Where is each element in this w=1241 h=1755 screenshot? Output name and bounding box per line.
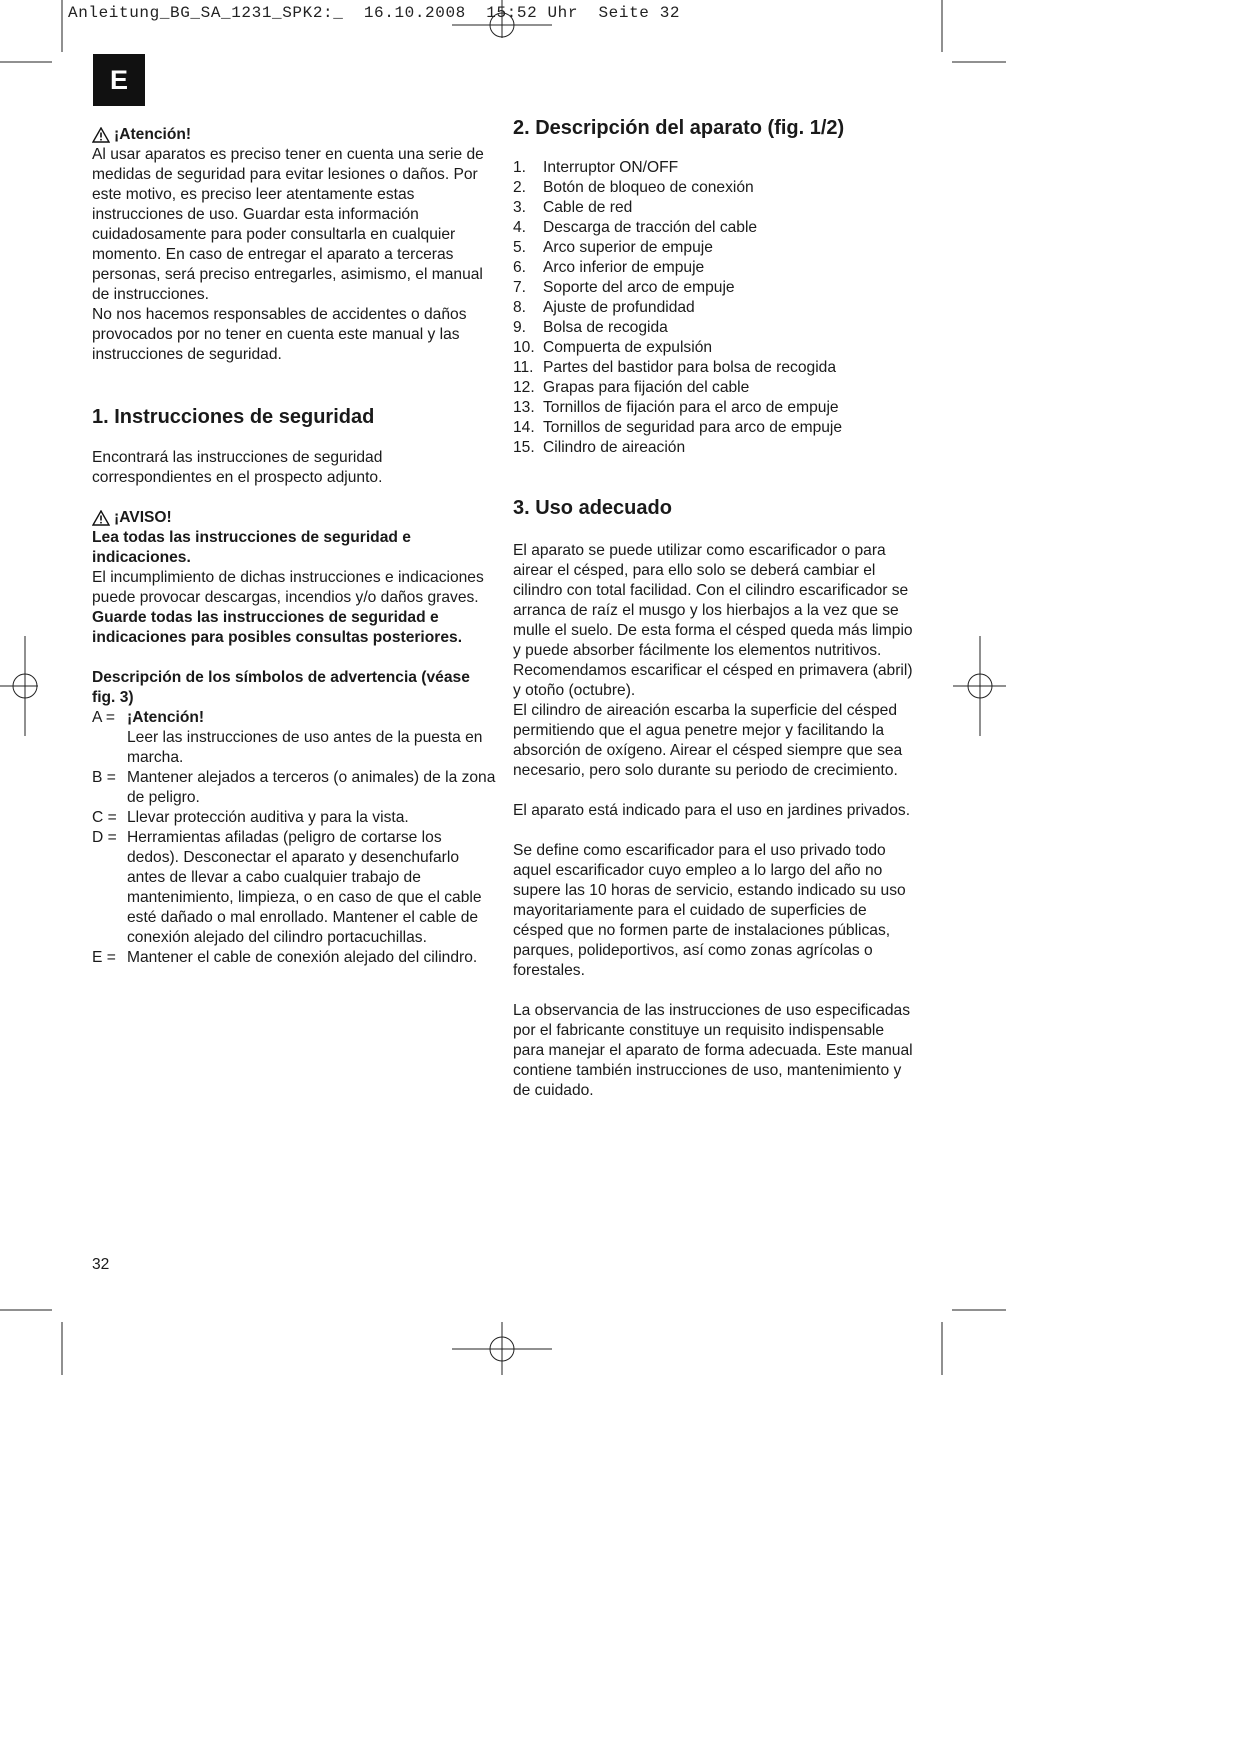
list-item: 9. Bolsa de recogida bbox=[513, 319, 668, 336]
symbol-text: Herramientas afiladas (peligro de cortarse los dedos). Desconectar el aparato y desenchufarlo antes de llevar a cabo cualquier trabajo de mantenimiento, limpieza, o en caso de que el cable esté dañado o mal enrollado. Mantener el cable de conexión alejado del cilindro portacuchillas. bbox=[127, 829, 482, 946]
symbol-key: A = bbox=[92, 709, 115, 726]
list-item: 13. Tornillos de fijación para el arco de empuje bbox=[513, 399, 839, 416]
list-item: 2. Botón de bloqueo de conexión bbox=[513, 179, 754, 196]
aviso-heading bbox=[92, 508, 497, 528]
symbol-text: Mantener alejados a terceros (o animales) de la zona de peligro. bbox=[127, 769, 496, 806]
list-item: 7. Soporte del arco de empuje bbox=[513, 279, 735, 296]
left-column bbox=[92, 125, 497, 968]
symbol-key: B = bbox=[92, 769, 116, 786]
symbol-title: ¡Atención! bbox=[127, 709, 205, 726]
symbol-item bbox=[92, 708, 497, 768]
attention-text-2: No nos hacemos responsables de accidentes o daños provocados por no tener en cuenta este manual y las instrucciones de seguridad. bbox=[92, 306, 467, 363]
aviso-title: ¡AVISO! bbox=[114, 509, 172, 526]
language-tab: E bbox=[93, 54, 145, 106]
list-item: 3. Cable de red bbox=[513, 199, 633, 216]
warning-triangle-icon bbox=[92, 127, 110, 143]
list-item: 11. Partes del bastidor para bolsa de recogida bbox=[513, 359, 836, 376]
symbol-text: Leer las instrucciones de uso antes de la puesta en marcha. bbox=[127, 729, 483, 766]
symbol-key: E = bbox=[92, 949, 116, 966]
symbol-key: D = bbox=[92, 829, 117, 846]
symbol-key: C = bbox=[92, 809, 117, 826]
print-slug: Anleitung_BG_SA_1231_SPK2:_ 16.10.2008 15:52 Uhr Seite 32 bbox=[68, 4, 681, 22]
use-paragraph-3: Se define como escarificador para el uso privado todo aquel escarificador cuyo empleo a lo largo del año no supere las 10 horas de servicio, estando indicado su uso mayoritariamente para el cuidado de superficies de césped que no formen parte de instalaciones públicas, parques, polideportivos, así como zonas agrícolas o forestales. bbox=[513, 842, 906, 979]
aviso-text: El incumplimiento de dichas instrucciones e indicaciones puede provocar descargas, incendios y/o daños graves. bbox=[92, 569, 484, 606]
symbol-item bbox=[92, 768, 497, 808]
list-item: 12. Grapas para fijación del cable bbox=[513, 379, 750, 396]
symbol-item bbox=[92, 828, 497, 948]
use-paragraph-2: El aparato está indicado para el uso en jardines privados. bbox=[513, 802, 911, 819]
attention-text: Al usar aparatos es preciso tener en cuenta una serie de medidas de seguridad para evitar lesiones o daños. Por este motivo, es preciso leer atentamente estas instrucciones de uso. Guardar esta información cuidadosamente para poder consultarla en cualquier momento. En caso de entregar el aparato a terceras personas, será preciso entregarles, asimismo, el manual de instrucciones. bbox=[92, 146, 484, 303]
attention-title: ¡Atención! bbox=[114, 126, 192, 143]
list-item: 6. Arco inferior de empuje bbox=[513, 259, 705, 276]
use-paragraph-4: La observancia de las instrucciones de uso especificadas por el fabricante constituye un requisito indispensable para manejar el aparato de forma adecuada. Este manual contiene también instrucciones de uso, mantenimiento y de cuidado. bbox=[513, 1002, 913, 1099]
symbols-list bbox=[92, 708, 497, 968]
aviso-bold-2: Guarde todas las instrucciones de seguridad e indicaciones para posibles consultas posteriores. bbox=[92, 609, 463, 646]
list-item: 10. Compuerta de expulsión bbox=[513, 339, 713, 356]
list-item: 5. Arco superior de empuje bbox=[513, 239, 713, 256]
section-3-title: 3. Uso adecuado bbox=[513, 497, 672, 519]
use-paragraph-1: El aparato se puede utilizar como escarificador o para airear el césped, para ello solo se deberá cambiar el cilindro con total facilidad. Con el cilindro escarificador se arranca de raíz el musgo y los hierbajos a la vez que se mulle el suelo. De esta forma el césped queda más limpio y puede absorber fácilmente los elementos nutritivos. Recomendamos escarificar el césped en primavera (abril) y otoño (octubre). bbox=[513, 542, 913, 699]
symbol-item bbox=[92, 808, 497, 828]
list-item: 8. Ajuste de profundidad bbox=[513, 299, 695, 316]
section-2-title: 2. Descripción del aparato (fig. 1/2) bbox=[513, 117, 845, 139]
right-column bbox=[513, 115, 918, 1101]
list-item: 14. Tornillos de seguridad para arco de empuje bbox=[513, 419, 843, 436]
symbol-text: Mantener el cable de conexión alejado del cilindro. bbox=[127, 949, 478, 966]
use-paragraph-1b: El cilindro de aireación escarba la superficie del césped permitiendo que el agua penetre mejor y facilitando la absorción de oxígeno. Airear el césped siempre que sea necesario, pero solo durante su periodo de crecimiento. bbox=[513, 702, 903, 779]
attention-heading bbox=[92, 125, 497, 145]
warning-triangle-icon bbox=[92, 510, 110, 526]
section-1-title: 1. Instrucciones de seguridad bbox=[92, 406, 375, 428]
symbol-item bbox=[92, 948, 497, 968]
symbols-title: Descripción de los símbolos de advertencia (véase fig. 3) bbox=[92, 669, 470, 706]
list-item: 1. Interruptor ON/OFF bbox=[513, 159, 679, 176]
list-item: 15. Cilindro de aireación bbox=[513, 439, 686, 456]
symbol-text: Llevar protección auditiva y para la vista. bbox=[127, 809, 409, 826]
page-number: 32 bbox=[92, 1256, 110, 1273]
aviso-bold-1: Lea todas las instrucciones de seguridad e indicaciones. bbox=[92, 529, 411, 566]
section-1-text: Encontrará las instrucciones de seguridad correspondientes en el prospecto adjunto. bbox=[92, 449, 383, 486]
list-item: 4. Descarga de tracción del cable bbox=[513, 219, 758, 236]
parts-list bbox=[513, 158, 918, 458]
